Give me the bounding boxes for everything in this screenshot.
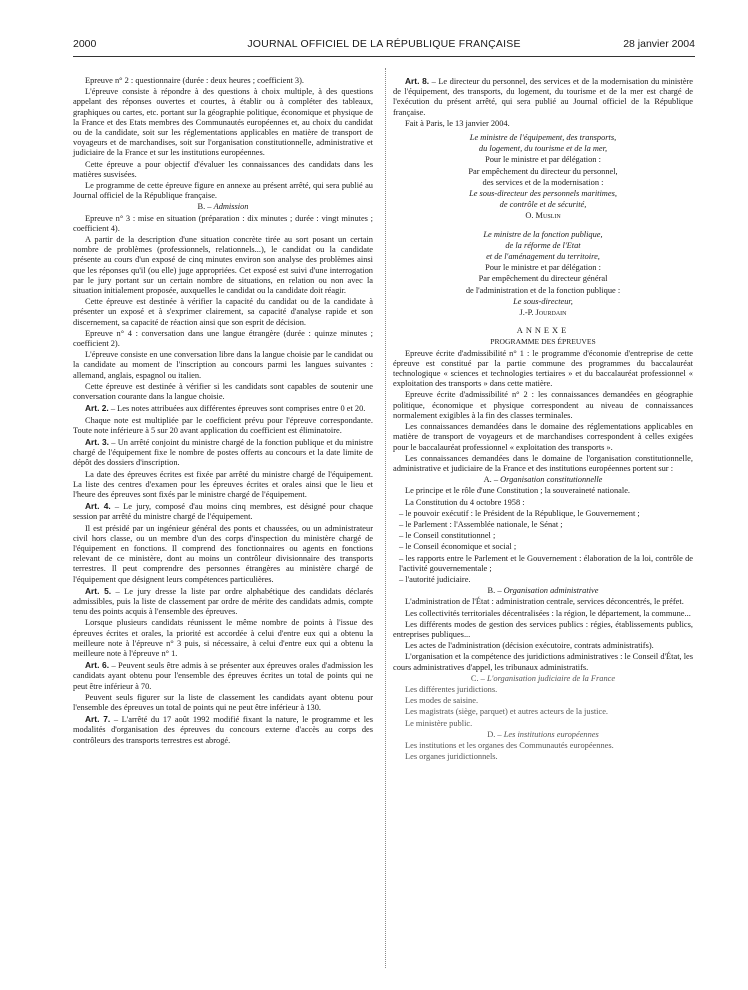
signatory-line: de l'administration et de la fonction publique :	[465, 285, 621, 295]
list-item: – le Parlement : l'Assemblée nationale, le Sénat ;	[399, 519, 563, 529]
list-item: Les organes juridictionnels.	[405, 752, 498, 762]
paragraph: Chaque note est multipliée par le coefficient prévu pour l'épreuve correspondante. Toute note inférieure à 5 sur 20 avant application du coefficient est éliminatoire.	[73, 415, 373, 435]
paragraph: Lorsque plusieurs candidats réunissent le même nombre de points à l'issue des épreuves écrites et orales, la priorité est accordée à celui d'entre eux qui a obtenu la meilleure note à l'épreuve n° 3 puis, si nécessaire, à celui d'entre eux qui a obtenu la meilleure note à l'épreuve n° 1.	[73, 618, 373, 658]
signatory-line: Le sous-directeur des personnels maritimes,	[469, 189, 617, 199]
list-item: – les rapports entre le Parlement et le Gouvernement : élaboration de la loi, contrôle de l'activité gouvernementale ;	[399, 553, 693, 573]
signatory-line: de la réforme de l'Etat	[505, 240, 581, 250]
section-title: L'organisation judiciaire de la France	[486, 673, 616, 683]
paragraph: Epreuve écrite d'admissibilité n° 1 : le programme d'économie d'entreprise de cette épreuve est constitué par la partie commune des programmes du baccalauréat technologique « sciences et technologies tertiaires » et du baccalauréat professionnel « exploitation des transports » dans cette matière.	[393, 348, 693, 389]
paragraph: Cette épreuve est destinée à vérifier si les candidats sont capables de soutenir une conversation courante dans la langue choisie.	[73, 381, 373, 402]
list-item: – l'autorité judiciaire.	[399, 574, 471, 584]
section-heading-constitutionnelle	[393, 475, 693, 485]
paragraph: A partir de la description d'une situation concrète tirée au sort posant un certain nombre de problèmes (professionnels, relationnels...), le candidat ou la candidate présente au cours d'un exposé de cinq minutes environ son analyse des problèmes ainsi que les réponses qu'il (ou elle) juge appropriées. Cet exposé est suivi d'une interrogation par le jury portant sur un certain nombre de situations, en relation ou non avec la situation initialement proposée, auxquelles le candidat ou la candidate doit réagir.	[73, 235, 373, 296]
publication-date: 28 janvier 2004	[623, 38, 695, 50]
signatory-line: Par empêchement du directeur du personnel,	[468, 166, 618, 176]
signatory-line: Le sous-directeur,	[513, 296, 573, 306]
paragraph: Epreuve n° 2 : questionnaire (durée : deux heures ; coefficient 3).	[85, 76, 305, 85]
list-item: – le pouvoir exécutif : le Président de la République, le Gouvernement ;	[399, 508, 640, 518]
signatory-line: Pour le ministre et par délégation :	[485, 263, 601, 273]
paragraph: L'administration de l'État : administration centrale, services déconcentrés, le préfet.	[405, 597, 684, 607]
article-text: – Le directeur du personnel, des services et de la modernisation du ministère de l'équipement, des transports, du logement, du tourisme et de la mer est chargé de l'exécution du présent arrêté, qui sera publié au Journal officiel de la République française.	[393, 77, 693, 117]
article-text: – Le jury, composé d'au moins cinq membres, est désigné pour chaque session par arrêté du ministre chargé de l'équipement.	[73, 502, 373, 522]
article-text: – L'arrêté du 17 août 1992 modifié fixant la nature, le programme et les modalités d'organisation des épreuves du concours externe d'accès au corps des contrôleurs des transports terrestres est abrogé.	[73, 715, 373, 745]
paragraph: Les connaissances demandées dans le domaine des réglementations applicables en matière de transport de voyageurs et de marchandises correspondent à celles exigées pour le baccalauréat professionnel « exploitation des transports ».	[393, 422, 693, 452]
section-heading-europeennes	[393, 730, 693, 740]
page-number: 2000	[73, 38, 97, 50]
paragraph: Les actes de l'administration (décision exécutoire, contrats administratifs).	[405, 641, 654, 651]
article-text: – Un arrêté conjoint du ministre chargé de la fonction publique et du ministre chargé de l'équipement fixe le nombre de postes offerts au concours et la date limite de dépôt des dossiers d'inscription.	[73, 437, 373, 468]
annexe-heading: ANNEXE	[516, 326, 570, 336]
list-item: Les différentes juridictions.	[405, 684, 498, 694]
article-text: – Les notes attribuées aux différentes épreuves sont comprises entre 0 et 20.	[108, 404, 366, 414]
signature-block-equipement	[393, 133, 693, 222]
paragraph: Il est présidé par un ingénieur général des ponts et chaussées, ou un administrateur civil hors classe, ou un membre d'un des corps d'inspection du ministère chargé de l'équipement en fonctions. Il comprend des fonctionnaires ou agents en fonctions relevant de ce ministère, dont au moins un contrôleur divisionnaire des transports terrestres. Il peut comprendre des personnes étrangères au ministère chargé de l'équipement que désignent leurs compétences particulières.	[73, 523, 373, 584]
paragraph: Le principe et le rôle d'une Constitution ; la souveraineté nationale.	[405, 486, 631, 496]
header-rule	[73, 56, 695, 57]
annexe-subheading: PROGRAMME DES ÉPREUVES	[490, 337, 596, 347]
journal-title: JOURNAL OFFICIEL DE LA RÉPUBLIQUE FRANÇAISE	[247, 38, 521, 50]
signatory-line: Le ministre de la fonction publique,	[483, 229, 603, 239]
signature-date: Fait à Paris, le 13 janvier 2004.	[405, 118, 510, 128]
section-title: Les institutions européennes	[503, 729, 599, 739]
signatory-line: des services et de la modernisation :	[482, 177, 604, 187]
section-title: Admission	[213, 202, 249, 212]
paragraph: Peuvent seuls figurer sur la liste de classement les candidats ayant obtenu pour l'ensemble des épreuves un total de points qui ne peut être inférieur à 130.	[73, 692, 373, 712]
article-7	[73, 714, 373, 746]
paragraph: L'organisation et la compétence des juridictions administratives : le Conseil d'État, les cours administratives d'appel, les tribunaux administratifs.	[393, 652, 694, 672]
paragraph: Les connaissances demandées dans le domaine de l'organisation constitutionnelle, administrative et judiciaire de la France et des institutions européennes portent sur :	[393, 453, 693, 473]
paragraph: Epreuve n° 4 : conversation dans une langue étrangère (durée : quinze minutes ; coefficient 2).	[73, 328, 373, 349]
list-item: – le Conseil constitutionnel ;	[399, 531, 496, 541]
list-item: Les modes de saisine.	[405, 696, 479, 706]
column-divider	[385, 68, 386, 968]
list-item: – le Conseil économique et social ;	[399, 542, 517, 552]
section-heading-administrative	[393, 586, 693, 596]
signatory-line: Par empêchement du directeur général	[478, 274, 608, 284]
signatory-name: O. Muslin	[525, 211, 561, 221]
signatory-line: Pour le ministre et par délégation :	[485, 155, 601, 165]
article-6	[73, 660, 373, 692]
article-label: Art. 5.	[85, 585, 112, 596]
article-label: Art. 3.	[85, 436, 109, 447]
section-label: A. –	[483, 475, 499, 485]
paragraph: Cette épreuve est destinée à vérifier la capacité du candidat ou de la candidate à présenter un exposé et à s'exprimer clairement, sa capacité d'analyse rapide et son discernement, sa capacité de réaction ainsi que son esprit de décision.	[73, 297, 373, 327]
section-title: Organisation constitutionnelle	[500, 475, 603, 485]
list-item: Les magistrats (siège, parquet) et autres acteurs de la justice.	[405, 707, 609, 717]
article-label: Art. 6.	[85, 660, 110, 671]
paragraph: Les collectivités territoriales décentralisées : la région, le département, la commune...	[405, 608, 691, 618]
section-heading-admission	[73, 202, 373, 212]
paragraph: L'épreuve consiste à répondre à des questions à choix multiple, à des questions appelant des réponses ouvertes et courtes, à établir ou à compléter des tableaux, graphiques ou cartes, etc. portant sur la géographie politique, économique et physique de la France et des Etats membres des Communautés européennes et, au choix du candidat ou de la candidate, soit sur les réglementations applicables en matière de transport de voyageurs et de marchandises, soit sur l'organisation constitutionnelle, administrative et judiciaire de la France et sur les institutions européennes.	[73, 87, 373, 158]
paragraph: Le programme de cette épreuve figure en annexe au présent arrêté, qui sera publié au Journal officiel de la République française.	[73, 181, 373, 201]
section-label: B. –	[197, 202, 212, 212]
paragraph: La date des épreuves écrites est fixée par arrêté du ministre chargé de l'équipement. La liste des centres d'examen pour les épreuves écrites et orales ainsi que le lieu et l'heure des épreuves sont fixés par le ministre chargé de l'équipement.	[73, 469, 373, 499]
signatory-line: du logement, du tourisme et de la mer,	[478, 144, 608, 154]
article-label: Art. 4.	[85, 501, 111, 512]
article-2	[73, 403, 373, 414]
paragraph: Les différents modes de gestion des services publics : régies, établissements publics, entreprises publiques...	[393, 619, 693, 639]
paragraph: La Constitution du 4 octobre 1958 :	[405, 497, 525, 507]
section-heading-judiciaire	[393, 674, 693, 684]
section-label: D. –	[487, 729, 502, 739]
signatory-line: et de l'aménagement du territoire,	[486, 252, 600, 262]
article-label: Art. 8.	[405, 76, 430, 86]
article-label: Art. 2.	[85, 403, 109, 414]
paragraph: Epreuve écrite d'admissibilité n° 2 : les connaissances demandées en géographie politique, économique et physique correspondent au niveau de connaissances normalement exigibles à la fin des classes terminales.	[393, 390, 693, 420]
section-title: Organisation administrative	[503, 586, 599, 596]
signatory-name: J.-P. Jourdain	[519, 308, 567, 318]
article-3	[73, 437, 373, 469]
article-5	[73, 586, 373, 618]
signatory-line: Le ministre de l'équipement, des transports,	[469, 133, 617, 143]
page-header	[73, 38, 695, 54]
right-column	[393, 76, 693, 763]
paragraph: L'épreuve consiste en une conversation libre dans la langue choisie par le candidat ou la candidate au moment de l'inscription au concours parmi les langues suivantes : allemand, anglais, espagnol ou italien.	[73, 350, 373, 380]
article-label: Art. 7.	[85, 714, 111, 725]
section-label: C. –	[470, 673, 485, 683]
signature-block-fonction-publique	[393, 230, 693, 319]
article-text: – Le jury dresse la liste par ordre alphabétique des candidats déclarés admissibles, puis la liste de classement par ordre de mérite des candidats admis, compte tenu des points acquis à l'ensemble des épreuves.	[73, 586, 373, 617]
list-item: Les institutions et les organes des Communautés européennes.	[405, 740, 614, 750]
paragraph: Epreuve n° 3 : mise en situation (préparation : dix minutes ; durée : vingt minutes ; coefficient 4).	[73, 213, 373, 233]
signatory-line: de contrôle et de sécurité,	[499, 200, 587, 210]
left-column	[73, 76, 373, 747]
article-text: – Peuvent seuls être admis à se présenter aux épreuves orales d'admission les candidats ayant obtenu pour l'ensemble des épreuves écrites un total de points qui ne peut être inférieur à 70.	[73, 661, 373, 691]
article-4	[73, 501, 373, 522]
article-8	[393, 76, 693, 118]
paragraph: Cette épreuve a pour objectif d'évaluer les connaissances des candidats dans les matières susvisées.	[73, 159, 373, 179]
list-item: Le ministère public.	[405, 718, 473, 728]
section-label: B. –	[487, 586, 502, 596]
